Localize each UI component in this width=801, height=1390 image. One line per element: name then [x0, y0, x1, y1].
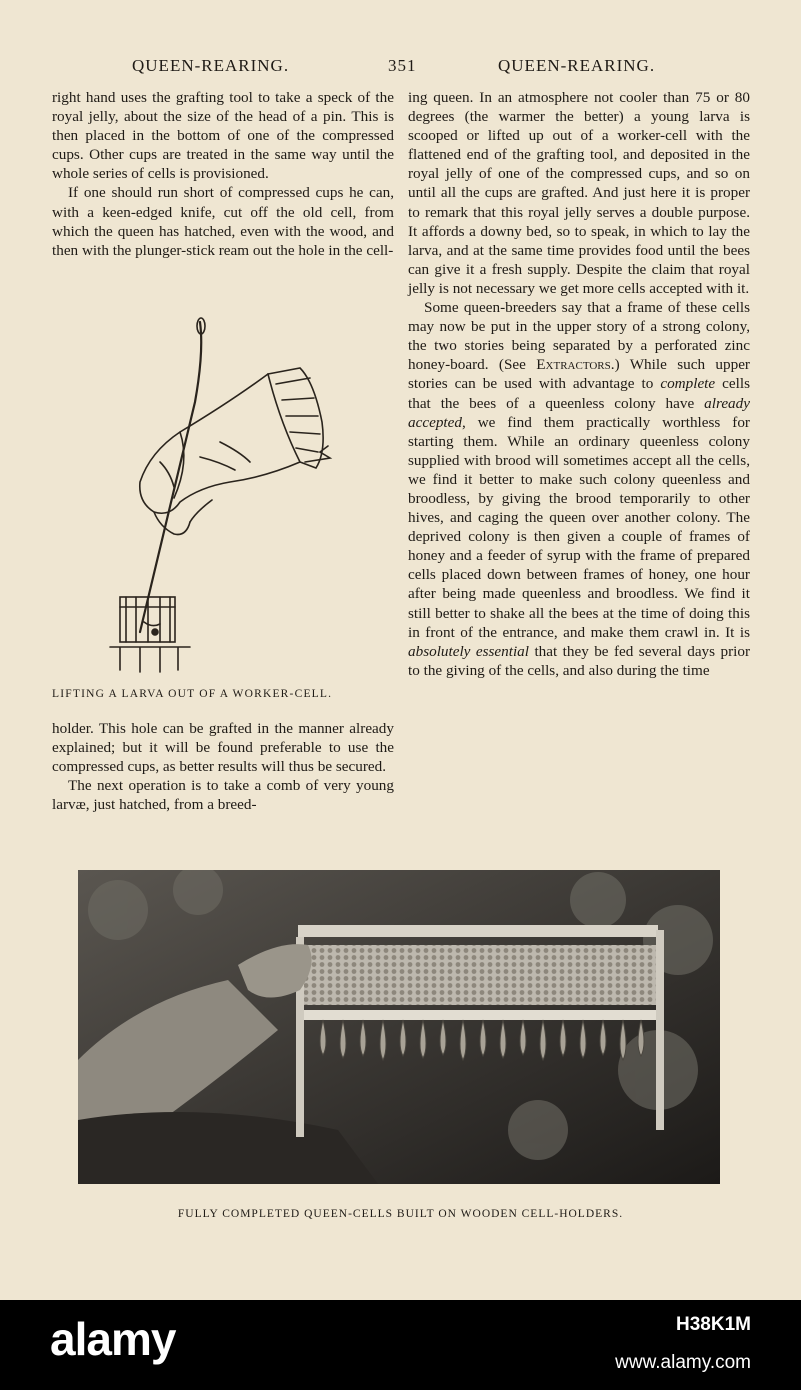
site-url: www.alamy.com [615, 1352, 751, 1373]
stock-watermark-bar [0, 1300, 801, 1390]
header-left-title: QUEEN-REARING. [132, 56, 290, 75]
left-column-top [52, 88, 394, 260]
larva-lifting-illustration [100, 312, 340, 677]
paragraph: right hand uses the grafting tool to take a speck of the royal jelly, about the size of the head of a pin. This is then placed in the bottom of one of the compressed cups. Other cups are treated in the same way until the whole series of cells is provisioned. [52, 89, 394, 183]
left-column-bottom [52, 719, 394, 814]
queen-cells-photograph [78, 870, 720, 1184]
paragraph: ing queen. In an atmosphere not cooler than 75 or 80 degrees (the warmer the better) a young larva is scooped or lifted up out of a worker-cell with the flattened end of the grafting tool, and deposited in the royal jelly of one of the compressed cups, and so on until all the cups are grafted. And just here it is proper to remark that this royal jelly serves a double purpose. It affords a downy bed, so to speak, in which to lay the larva, and at the same time provides food until the bees can give it a fresh supply. Despite the claim that royal jelly is not necessary we get more cells accepted with it. [408, 89, 750, 297]
paragraph: Some queen-breeders say that a frame of these cells may now be put in the upper story of a strong colony, the two stories being separated by a perforated zinc honey-board. (See Extractors.) While such upper stories can be used with advantage to complete cells that the bees of a queenless colony have already accepted, we find them practically worthless for starting them. While an ordinary queenless colony supplied with brood will sometimes accept all the cells, we find it better to make such colony queenless and broodless, by giving the brood temporarily to other hives, and caging the queen over another colony. The deprived colony is then given a couple of frames of honey and a feeder of syrup with the frame of prepared cells placed down between frames of honey, one hour after being made queenless and broodless. We find it still better to shake all the bees at the time of doing this in front of the entrance, and make them crawl in. It is absolutely essential that they be fed several days prior to the giving of the cells, and also during the time [408, 299, 751, 679]
paragraph: If one should run short of compressed cups he can, with a keen-edged knife, cut off the old cell, from which the queen has hatched, even with the wood, and then with the plunger-stick ream out the hole in the cell- [52, 184, 394, 259]
header-right-title: QUEEN-REARING. [498, 56, 656, 75]
paragraph: The next operation is to take a comb of very young larvæ, just hatched, from a breed- [52, 777, 394, 814]
figure2-caption: FULLY COMPLETED QUEEN-CELLS BUILT ON WOODEN CELL-HOLDERS. [177, 1208, 624, 1220]
image-id: H38K1M [676, 1314, 751, 1335]
page-number: 351 [388, 56, 417, 75]
paragraph: holder. This hole can be grafted in the manner already explained; but it will be found preferable to use the compressed cups, as better results will thus be secured. [52, 720, 394, 776]
figure1-caption: LIFTING A LARVA OUT OF A WORKER-CELL. [52, 688, 333, 700]
brand-logo: alamy [50, 1313, 176, 1365]
cross-reference: Extractors [536, 356, 611, 374]
right-column [408, 88, 750, 680]
